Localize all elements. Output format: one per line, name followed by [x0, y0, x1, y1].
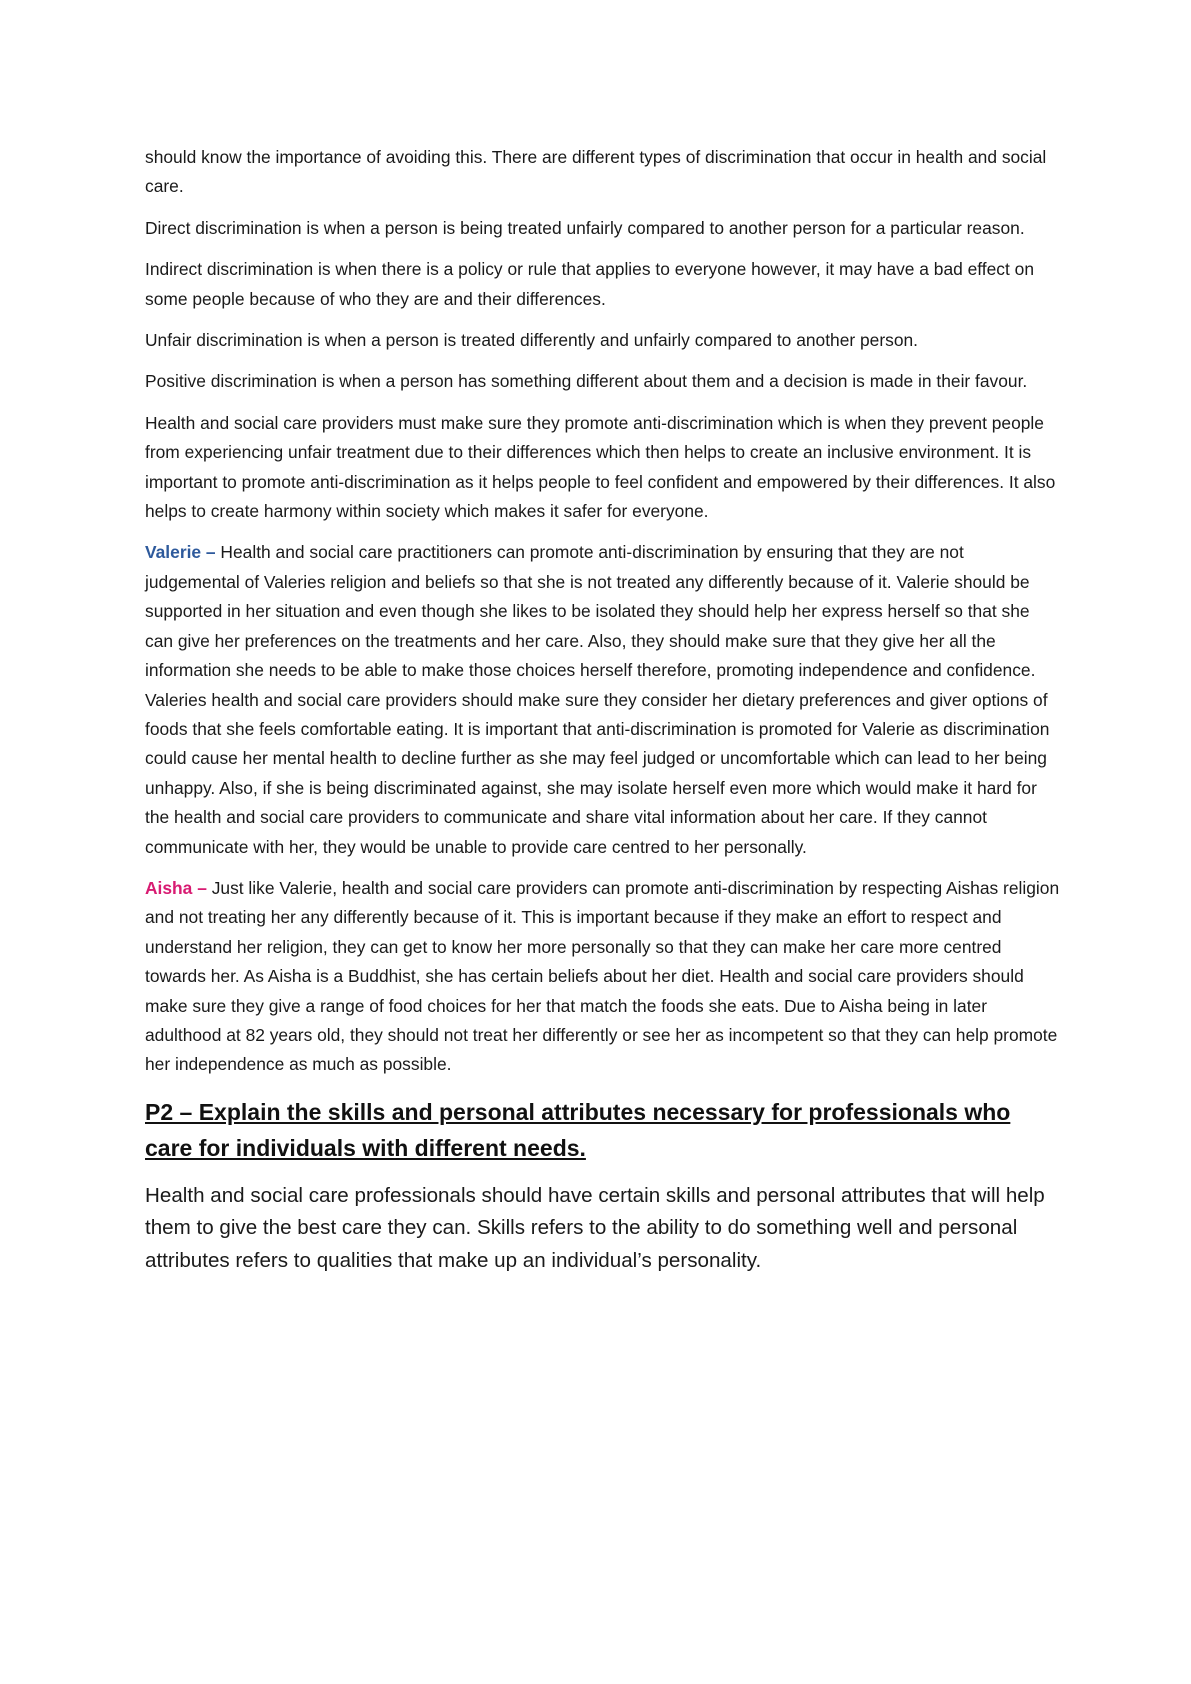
paragraph-valerie [145, 538, 1060, 861]
page-content [145, 143, 1060, 1277]
valerie-text: Health and social care practitioners can promote anti-discrimination by ensuring that they are not judgemental of Valeries religion and beliefs so that she is not treated any differently because of it. Valerie should be supported in her situation and even though she likes to be isolated they should help her express herself so that she can give her preferences on the treatments and her care. Also, they should make sure that they give her all the information she needs to be able to make those choices herself therefore, promoting independence and confidence. Valeries health and social care providers should make sure they consider her dietary preferences and giver options of foods that she feels comfortable eating. It is important that anti-discrimination is promoted for Valerie as discrimination could cause her mental health to decline further as she may feel judged or uncomfortable which can lead to her being unhappy. Also, if she is being discriminated against, she may isolate herself even more which would make it hard for the health and social care providers to communicate and share vital information about her care. If they cannot communicate with her, they would be unable to provide care centred to her personally. [145, 542, 1050, 857]
paragraph-direct-discrimination: Direct discrimination is when a person is being treated unfairly compared to another person for a particular reason. [145, 217, 1025, 238]
paragraph-unfair-discrimination: Unfair discrimination is when a person is treated differently and unfairly compared to another person. [145, 330, 919, 351]
paragraph-indirect-discrimination: Indirect discrimination is when there is a policy or rule that applies to everyone however, it may have a bad effect on some people because of who they are and their differences. [145, 259, 1035, 309]
paragraph-positive-discrimination: Positive discrimination is when a person has something different about them and a decision is made in their favour. [145, 371, 1028, 392]
paragraph-anti-discrimination: Health and social care providers must make sure they promote anti-discrimination which is when they prevent people from experiencing unfair treatment due to their differences which then helps to create an inclusive environment. It is important to promote anti-discrimination as it helps people to feel confident and empowered by their differences. It also helps to create harmony within society which makes it safer for everyone. [145, 412, 1056, 522]
paragraph-aisha [145, 874, 1060, 1080]
aisha-text: Just like Valerie, health and social care providers can promote anti-discrimination by respecting Aishas religion and not treating her any differently because of it. This is important because if they make an effort to respect and understand her religion, they can get to know her more personally so that they can make her care more centred towards her. As Aisha is a Buddhist, she has certain beliefs about her diet. Health and social care providers should make sure they give a range of food choices for her that match the foods she eats. Due to Aisha being in later adulthood at 82 years old, they should not treat her differently or see her as incompetent so that they can help promote her independence as much as possible. [145, 877, 1060, 1075]
valerie-label: Valerie – [145, 542, 216, 563]
paragraph-skills-attributes: Health and social care professionals should have certain skills and personal attributes that will help them to give the best care they can. Skills refers to the ability to do something well and personal attributes refers to qualities that make up an individual’s personality. [145, 1183, 1045, 1272]
paragraph-intro-continued: should know the importance of avoiding this. There are different types of discrimination that occur in health and social care. [145, 147, 1047, 197]
aisha-label: Aisha – [145, 877, 207, 898]
section-heading-p2: P2 – Explain the skills and personal attributes necessary for professionals who care for individuals with different needs. [145, 1098, 1011, 1161]
